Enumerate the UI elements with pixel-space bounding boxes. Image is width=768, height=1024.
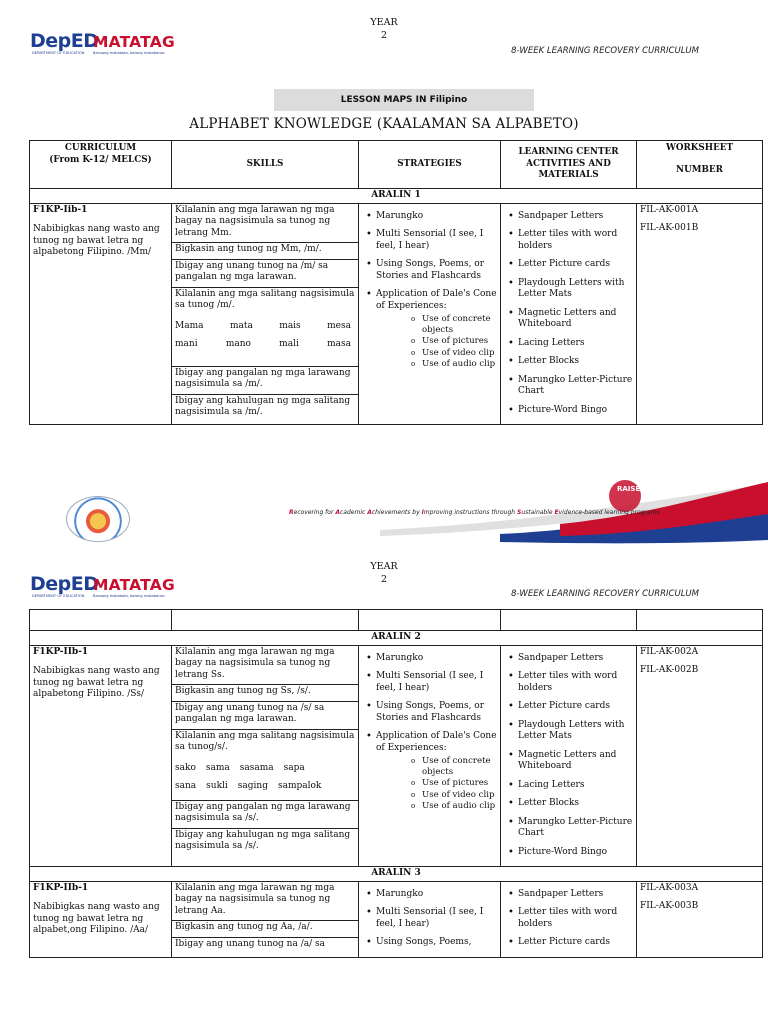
word: mais — [279, 320, 301, 331]
curriculum-title: 8-WEEK LEARNING RECOVERY CURRICULUM — [511, 589, 699, 599]
tagline-part: mproving instructions through — [423, 509, 517, 516]
table-row — [30, 203, 763, 425]
sub-list-item: o Use of audio clip — [422, 801, 497, 812]
skill-item: Kilalanin ang mga larawan ng mga bagay na nagsisimula sa tunog ng letrang Mm. — [172, 204, 358, 244]
strategies-list — [362, 653, 497, 812]
list-item: • Marungko — [376, 211, 497, 223]
list-item: • Magnetic Letters and Whiteboard — [518, 750, 633, 773]
list-item: • Multi Sensorial (I see, I feel, I hear) — [376, 907, 497, 930]
matatag-logo-text: MATATAG — [93, 33, 175, 51]
skill-item: Ibigay ang unang tunog na /m/ sa pangalan ng mga larawan. — [172, 260, 358, 288]
raise-label: RAISE — [617, 485, 641, 493]
sub-list-item: o Use of pictures — [422, 336, 497, 347]
curriculum-header-sub: (From K-12/ MELCS) — [49, 154, 152, 165]
list-item: • Letter Picture cards — [518, 937, 633, 949]
word: sukli — [206, 781, 228, 791]
list-item — [376, 731, 497, 812]
skill-text: Kilalanin ang mga salitang nagsisimula sa tunog /m/. — [175, 288, 355, 310]
list-item: • Multi Sensorial (I see, I feel, I hear) — [376, 229, 497, 252]
strategies-cell — [359, 645, 501, 867]
sub-list-item: o Use of video clip — [422, 348, 497, 359]
worksheet-header-sub: NUMBER — [676, 164, 723, 175]
deped-logo — [30, 573, 99, 598]
blank-header-cell — [172, 610, 359, 631]
aralin-1-title: ARALIN 1 — [30, 189, 763, 204]
list-item: • Marungko Letter-Picture Chart — [518, 375, 633, 398]
aralin-2-title: ARALIN 2 — [30, 631, 763, 646]
sub-list-item: o Use of concrete objects — [422, 314, 497, 335]
list-item: • Letter tiles with word holders — [518, 229, 633, 252]
matatag-logo — [93, 33, 175, 55]
worksheet-number: FIL-AK-002A — [640, 646, 699, 657]
tagline-part: S — [516, 509, 522, 516]
skill-item: Bigkasin ang tunog ng Mm, /m/. — [172, 243, 358, 260]
list-item: • Sandpaper Letters — [518, 889, 633, 901]
aralin-1-row — [30, 189, 763, 204]
skill-item: Bigkasin ang tunog ng Ss, /s/. — [172, 685, 358, 702]
worksheet-cell — [637, 645, 763, 867]
year-label: YEAR — [370, 561, 398, 572]
year-label: YEAR — [370, 17, 398, 28]
tagline-part: I — [421, 509, 424, 516]
skill-text: Kilalanin ang mga salitang nagsisimula sa tunog/s/. — [175, 730, 355, 752]
lesson-map-page-1 — [0, 0, 768, 462]
worksheet-number: FIL-AK-001B — [640, 223, 699, 233]
skill-item: Kilalanin ang mga larawan ng mga bagay na nagsisimula sa tunog ng letrang Ss. — [172, 646, 358, 686]
word: sana — [175, 781, 197, 791]
lesson-maps-banner: LESSON MAPS IN Filipino — [274, 89, 534, 111]
tagline-part: vidence-based learning programs — [558, 509, 660, 516]
curriculum-cell — [30, 645, 172, 867]
skill-item: Ibigay ang kahulugan ng mga salitang nagsisimula sa /s/. — [175, 829, 351, 851]
list-item: • Marungko — [376, 889, 497, 901]
activities-cell — [501, 881, 637, 957]
deped-logo — [30, 30, 99, 55]
word-list-row — [175, 781, 355, 793]
list-item: • Sandpaper Letters — [518, 653, 633, 665]
list-item: • Magnetic Letters and Whiteboard — [518, 308, 633, 331]
matatag-logo-text: MATATAG — [93, 576, 175, 594]
lesson-map-table — [29, 140, 763, 425]
list-item: • Letter tiles with word holders — [518, 907, 633, 930]
list-item: • Letter Blocks — [518, 798, 633, 810]
col-worksheet-header — [637, 141, 763, 189]
tagline-part: chievements by — [371, 509, 422, 516]
aralin-2-row — [30, 631, 763, 646]
competency-description: Nabibigkas nang wasto ang tunog ng bawat letra ng alpabet,ong Filipino. /Aa/ — [33, 902, 160, 935]
list-item: • Lacing Letters — [518, 780, 633, 792]
matatag-logo-subtext: Bansang makabata, batang makabansa — [93, 594, 165, 598]
skill-item: Ibigay ang kahulugan ng mga salitang nagsisimula sa /m/. — [175, 395, 351, 417]
word-list-row — [175, 339, 355, 351]
list-item: • Multi Sensorial (I see, I feel, I hear) — [376, 671, 497, 694]
worksheet-number: FIL-AK-002B — [640, 665, 699, 675]
tagline-part: A — [367, 509, 372, 516]
worksheet-number: FIL-AK-003A — [640, 882, 699, 893]
strategies-sublist — [376, 314, 497, 370]
year-number: 2 — [380, 30, 388, 41]
strategies-list — [362, 889, 497, 949]
word: mali — [279, 339, 299, 349]
worksheet-number: FIL-AK-003B — [640, 901, 699, 911]
competency-description: Nabibigkas nang wasto ang tunog ng bawat letra ng alpabetong Filipino. /Ss/ — [33, 666, 160, 699]
skill-item: Ibigay ang pangalan ng mga larawang nagsisimula sa /s/. — [172, 801, 358, 829]
tagline-part: R — [289, 509, 294, 516]
sub-list-item: o Use of audio clip — [422, 359, 497, 370]
strategies-cell — [359, 881, 501, 957]
skills-cell — [172, 203, 359, 425]
skill-item: Kilalanin ang mga larawan ng mga bagay na nagsisimula sa tunog ng letrang Aa. — [172, 882, 358, 922]
lesson-map-page-2 — [0, 560, 768, 1024]
list-item: • Picture-Word Bingo — [518, 405, 633, 417]
tagline-part: cademic — [340, 509, 368, 516]
strategies-sublist — [376, 756, 497, 812]
list-item: • Letter Blocks — [518, 356, 633, 368]
col-skills-header: SKILLS — [172, 141, 359, 189]
sub-list-item: o Use of pictures — [422, 778, 497, 789]
col-strategies-header: STRATEGIES — [359, 141, 501, 189]
blank-header-cell — [637, 610, 763, 631]
list-item: • Picture-Word Bingo — [518, 847, 633, 859]
skills-cell — [172, 645, 359, 867]
activities-cell — [501, 645, 637, 867]
word: sama — [205, 762, 230, 773]
activities-cell — [501, 203, 637, 425]
deped-seal-icon — [66, 496, 130, 542]
word: masa — [327, 339, 351, 349]
list-item: • Letter Picture cards — [518, 701, 633, 713]
competency-code: F1KP-IIb-1 — [33, 646, 89, 657]
sub-list-item: o Use of concrete objects — [422, 756, 497, 777]
matatag-logo — [93, 576, 175, 598]
aralin-3-title: ARALIN 3 — [30, 867, 763, 882]
curriculum-cell — [30, 881, 172, 957]
blank-header-cell — [501, 610, 637, 631]
word: sasama — [239, 762, 274, 773]
list-item: • Using Songs, Poems, or Stories and Flashcards — [376, 259, 497, 282]
list-item: • Using Songs, Poems, or Stories and Flashcards — [376, 701, 497, 724]
worksheet-header-label: WORKSHEET — [665, 143, 734, 153]
strategies-list — [362, 211, 497, 370]
skill-item: Bigkasin ang tunog ng Aa, /a/. — [172, 921, 358, 938]
page-title: ALPHABET KNOWLEDGE (KAALAMAN SA ALPABETO) — [189, 116, 579, 132]
worksheet-number: FIL-AK-001A — [640, 204, 699, 215]
aralin-3-row — [30, 867, 763, 882]
skill-item: Ibigay ang pangalan ng mga larawang nagsisimula sa /m/. — [172, 367, 358, 395]
list-item-text: Application of Dale's Cone of Experiences: — [376, 731, 497, 753]
skills-cell — [172, 881, 359, 957]
activities-list — [504, 211, 633, 417]
skill-item: Ibigay ang unang tunog na /a/ sa — [175, 938, 325, 949]
competency-description: Nabibigkas nang wasto ang tunog ng bawat letra ng alpabetong Filipino. /Mm/ — [33, 224, 160, 257]
curriculum-title: 8-WEEK LEARNING RECOVERY CURRICULUM — [511, 46, 699, 56]
deped-logo-subtext: DEPARTMENT OF EDUCATION — [32, 51, 85, 55]
list-item: • Playdough Letters with Letter Mats — [518, 278, 633, 301]
table-header-row — [30, 141, 763, 189]
word: sako — [175, 762, 196, 773]
tagline-part: E — [554, 509, 559, 516]
matatag-logo-subtext: Bansang makabata, batang makabansa — [93, 51, 165, 55]
col-learning-center-header: LEARNING CENTER ACTIVITIES AND MATERIALS — [501, 141, 637, 189]
curriculum-cell — [30, 203, 172, 425]
tagline-part: ustainable — [521, 509, 555, 516]
word-list-row — [175, 321, 355, 333]
activities-list — [504, 889, 633, 949]
list-item-text: Application of Dale's Cone of Experiences: — [376, 289, 497, 311]
list-item — [376, 289, 497, 370]
word: mani — [175, 339, 198, 349]
list-item: • Lacing Letters — [518, 338, 633, 350]
list-item: • Marungko — [376, 653, 497, 665]
tagline-part: ecovering for — [293, 509, 336, 516]
skill-item — [172, 730, 358, 801]
skill-item: Ibigay ang unang tunog na /s/ sa pangalan ng mga larawan. — [172, 702, 358, 730]
word: sapa — [283, 762, 305, 773]
tagline-part: A — [335, 509, 340, 516]
list-item: • Playdough Letters with Letter Mats — [518, 720, 633, 743]
list-item: • Letter tiles with word holders — [518, 671, 633, 694]
word: mesa — [327, 320, 351, 331]
table-header-row-blank — [30, 610, 763, 631]
word: sampalok — [277, 781, 322, 791]
year-number: 2 — [380, 574, 388, 585]
lesson-map-table-continued — [29, 609, 763, 958]
deped-logo-subtext: DEPARTMENT OF EDUCATION — [32, 594, 85, 598]
blank-header-cell — [30, 610, 172, 631]
curriculum-header-label: CURRICULUM — [64, 143, 137, 153]
activities-list — [504, 653, 633, 859]
list-item: • Using Songs, Poems, — [376, 937, 497, 949]
col-curriculum-header — [30, 141, 172, 189]
worksheet-cell — [637, 203, 763, 425]
deped-logo-text: DepED — [30, 573, 99, 595]
word: saging — [237, 781, 268, 791]
competency-code: F1KP-Iib-1 — [33, 204, 88, 215]
blank-header-cell — [359, 610, 501, 631]
deped-logo-text: DepED — [30, 30, 99, 52]
table-row — [30, 645, 763, 867]
page-footer — [0, 478, 768, 548]
worksheet-cell — [637, 881, 763, 957]
footer-tagline — [289, 509, 660, 516]
list-item: • Marungko Letter-Picture Chart — [518, 817, 633, 840]
list-item: • Letter Picture cards — [518, 259, 633, 271]
sub-list-item: o Use of video clip — [422, 790, 497, 801]
strategies-cell — [359, 203, 501, 425]
word-list-row — [175, 763, 355, 775]
word: Mama — [175, 320, 204, 331]
skill-item — [172, 288, 358, 367]
word: mata — [229, 320, 253, 331]
competency-code: F1KP-IIb-1 — [33, 882, 89, 893]
word: mano — [225, 339, 251, 349]
list-item: • Sandpaper Letters — [518, 211, 633, 223]
table-row — [30, 881, 763, 957]
